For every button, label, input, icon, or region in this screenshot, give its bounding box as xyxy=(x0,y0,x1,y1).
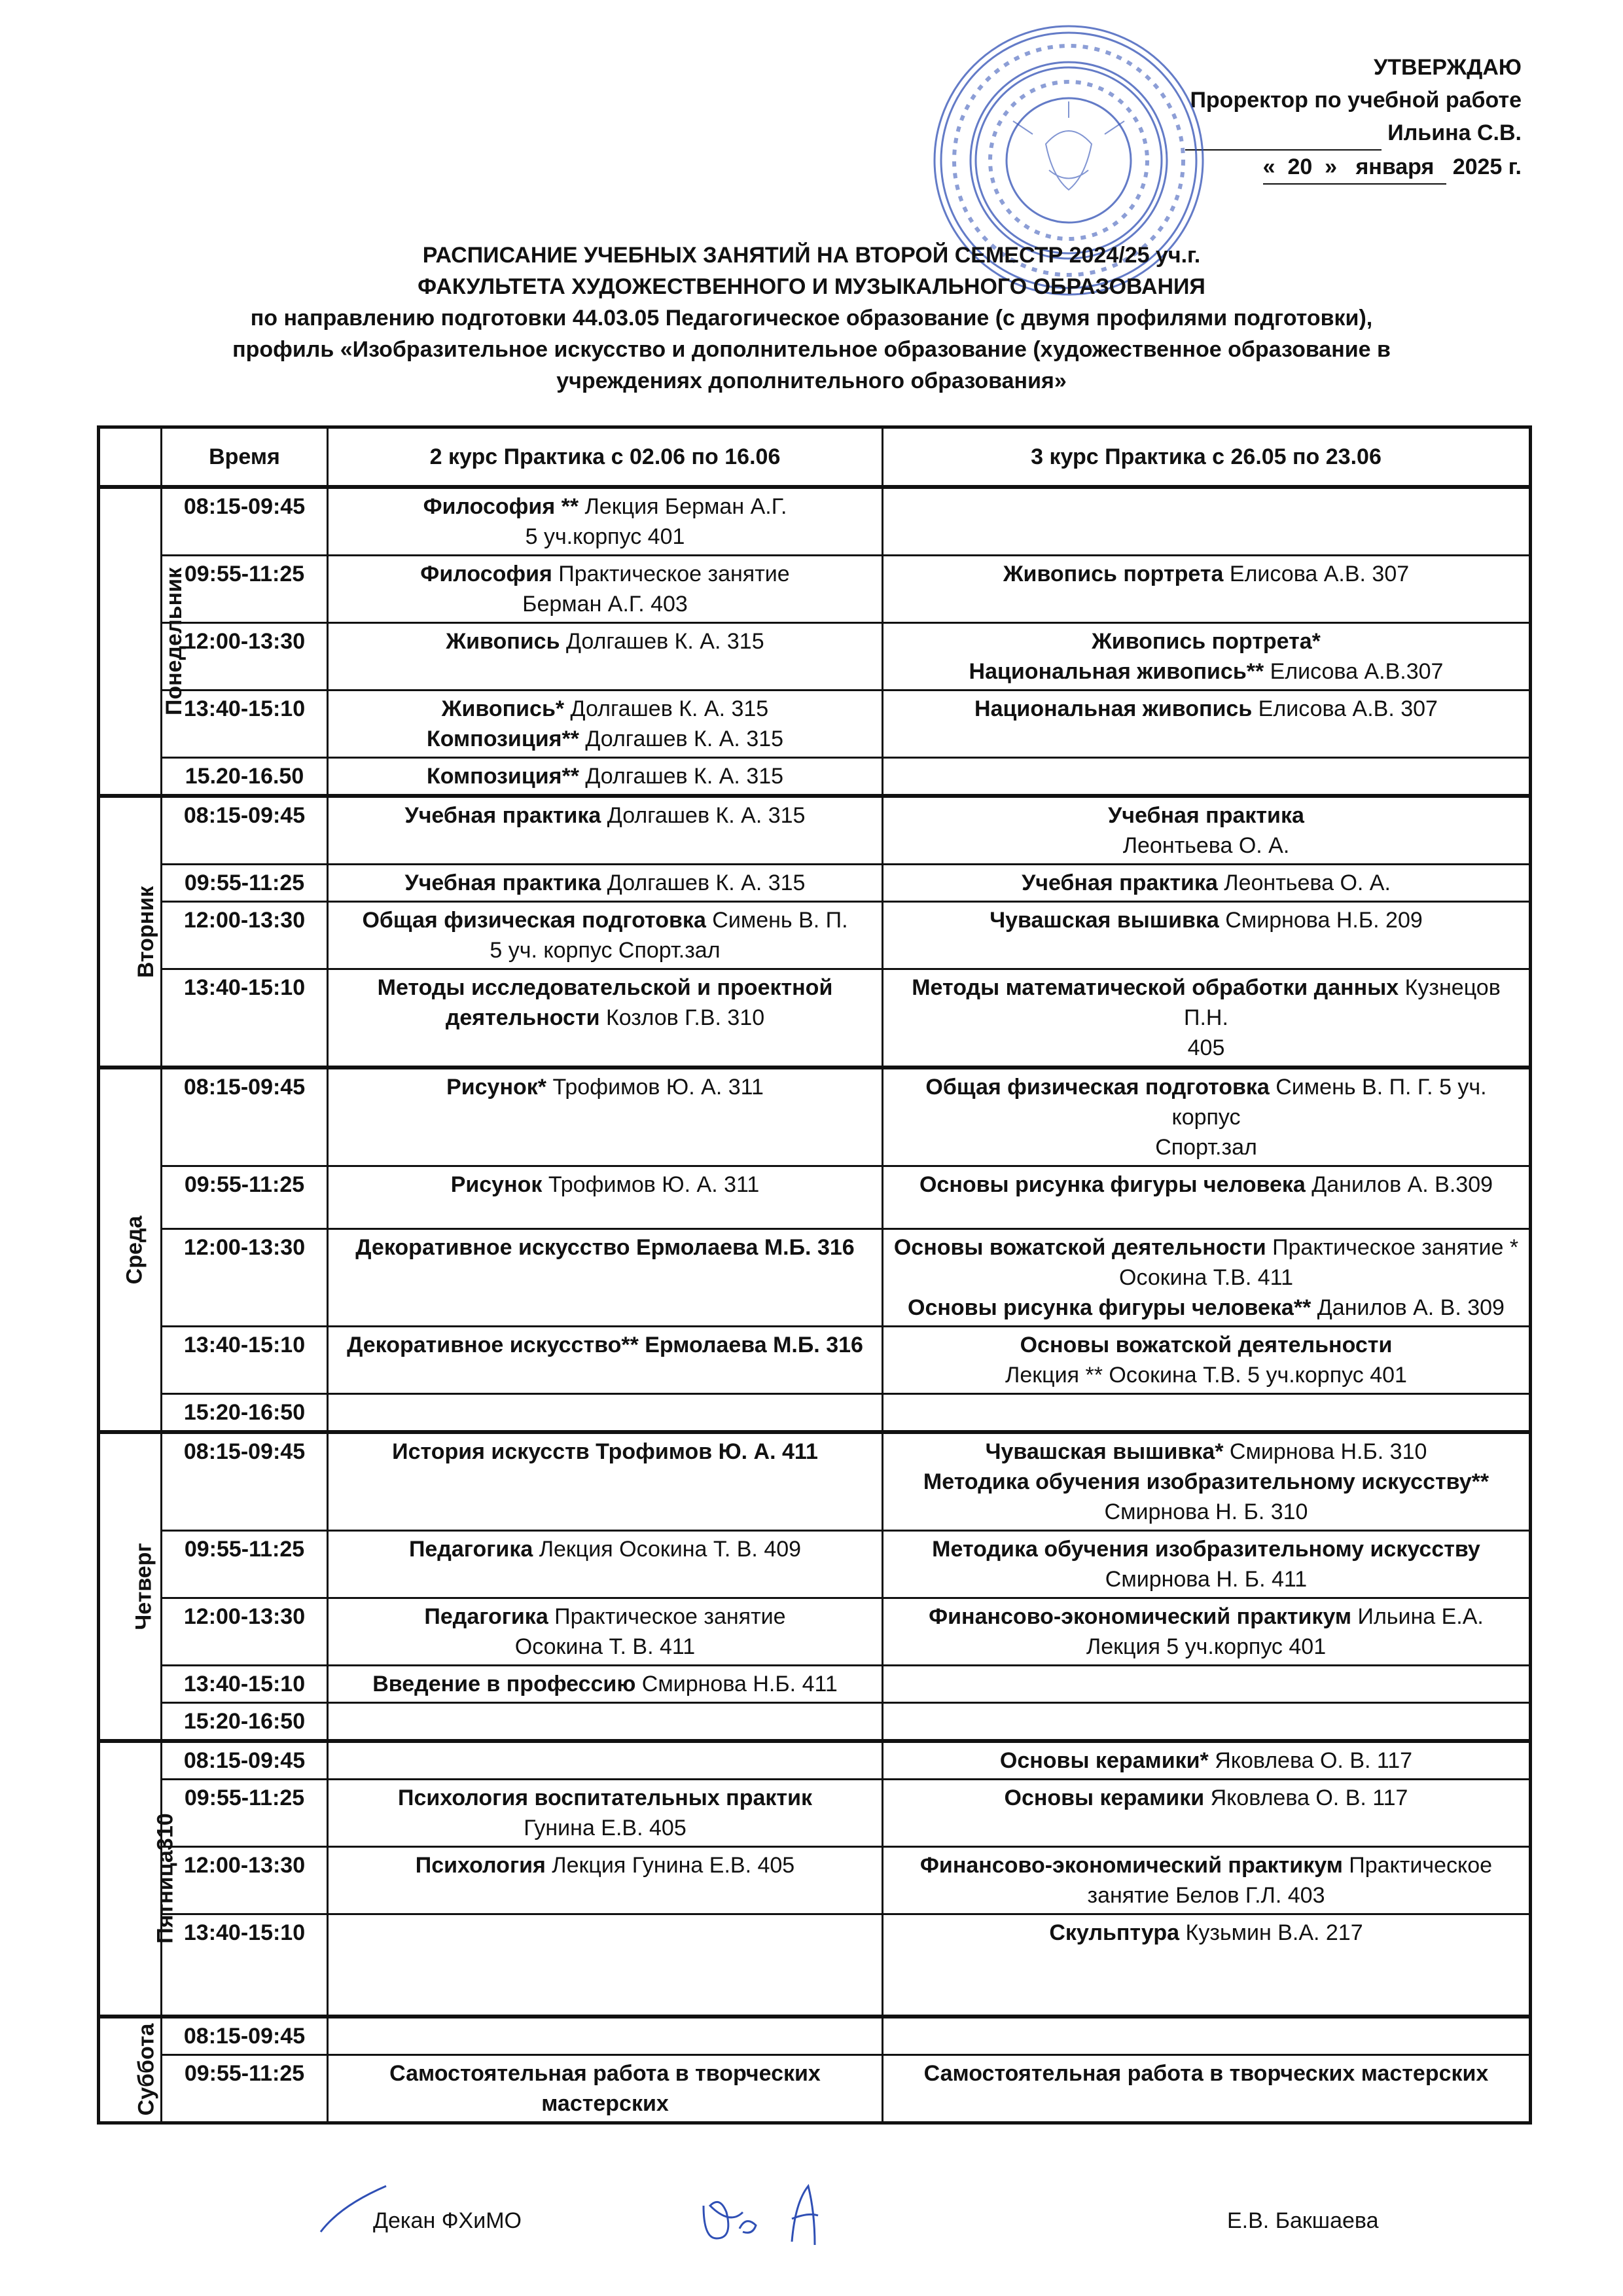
time-cell: 08:15-09:45 xyxy=(162,487,328,556)
subject-name: Композиция** xyxy=(426,726,579,751)
course-2-cell xyxy=(328,1914,883,2017)
course-2-cell xyxy=(328,623,883,691)
time-cell: 13:40-15:10 xyxy=(162,1914,328,2017)
time-cell: 08:15-09:45 xyxy=(162,2017,328,2055)
course-3-cell xyxy=(883,1780,1531,1847)
subject-name: Учебная практика xyxy=(1108,803,1304,828)
class-details: Практическое занятие xyxy=(552,562,790,586)
subject-name: деятельности xyxy=(445,1005,600,1030)
course-3-cell xyxy=(883,1703,1531,1742)
subject-name: Методика обучения изобразительному искусству** xyxy=(923,1469,1489,1494)
course-3-cell xyxy=(883,1741,1531,1780)
course-3-cell xyxy=(883,1229,1531,1327)
time-cell: 13:40-15:10 xyxy=(162,1327,328,1394)
course-2-cell xyxy=(328,1432,883,1531)
time-cell: 09:55-11:25 xyxy=(162,556,328,623)
table-row xyxy=(99,1327,1531,1394)
class-line xyxy=(889,1850,1524,1880)
table-row xyxy=(99,1598,1531,1666)
table-row xyxy=(99,623,1531,691)
subject-name: Основы керамики* xyxy=(999,1748,1209,1773)
class-line xyxy=(889,1602,1524,1632)
subject-name: Введение в профессию xyxy=(372,1672,636,1696)
class-line xyxy=(889,868,1524,898)
class-line xyxy=(334,868,876,898)
subject-name: Национальная живопись xyxy=(974,696,1253,721)
table-row xyxy=(99,1780,1531,1847)
class-line xyxy=(889,1293,1524,1323)
time-cell: 13:40-15:10 xyxy=(162,691,328,758)
day-cell xyxy=(99,796,162,1067)
class-details: Долгашев К. А. 315 xyxy=(560,629,764,654)
class-line xyxy=(334,626,876,656)
table-row xyxy=(99,865,1531,902)
subject-name: Живопись xyxy=(446,629,560,654)
class-details: Данилов А. В. 309 xyxy=(1311,1295,1505,1320)
dean-signature xyxy=(694,2179,844,2251)
class-line xyxy=(889,1534,1524,1564)
class-line xyxy=(889,1360,1524,1390)
class-line xyxy=(889,1467,1524,1497)
class-details: Лекция ** Осокина Т.В. 5 уч.корпус 401 xyxy=(1005,1363,1407,1388)
header-course-3: 3 курс Практика с 26.05 по 23.06 xyxy=(883,427,1531,488)
subject-name: Основы вожатской деятельности xyxy=(893,1235,1266,1260)
course-2-cell xyxy=(328,1166,883,1229)
class-details: Елисова А.В. 307 xyxy=(1252,696,1438,721)
subject-name: Самостоятельная работа в творческих мастерских xyxy=(923,2060,1489,2086)
subject-name: Методы исследовательской и проектной xyxy=(377,975,833,1000)
subject-name: Основы вожатской деятельности xyxy=(1020,1333,1393,1357)
class-line xyxy=(889,1918,1524,1948)
time-cell: 13:40-15:10 xyxy=(162,969,328,1068)
day-name: Вторник xyxy=(134,886,159,978)
time-cell: 09:55-11:25 xyxy=(162,865,328,902)
class-line xyxy=(334,1232,876,1263)
subject-name: Педагогика xyxy=(408,1537,533,1562)
table-row xyxy=(99,796,1531,865)
time-cell: 09:55-11:25 xyxy=(162,1780,328,1847)
class-details: Трофимов Ю. А. 311 xyxy=(542,1172,760,1197)
class-details: Долгашев К. А. 315 xyxy=(601,803,806,828)
course-3-cell xyxy=(883,1394,1531,1433)
subject-name: Финансово-экономический практикум xyxy=(929,1604,1352,1629)
table-row xyxy=(99,556,1531,623)
class-line xyxy=(334,1437,876,1467)
day-cell xyxy=(99,2017,162,2123)
class-line xyxy=(334,1813,876,1843)
course-2-cell xyxy=(328,556,883,623)
title-line-4: профиль «Изобразительное искусство и дополнительное образование (художественное образование в xyxy=(232,337,1391,362)
class-line xyxy=(334,1534,876,1564)
class-details: Яковлева О. В. 117 xyxy=(1204,1785,1408,1810)
class-details: Долгашев К. А. 315 xyxy=(601,870,806,895)
course-3-cell xyxy=(883,556,1531,623)
class-line xyxy=(889,1497,1524,1527)
day-cell xyxy=(99,1067,162,1432)
table-row xyxy=(99,758,1531,797)
table-row xyxy=(99,1432,1531,1531)
class-line xyxy=(334,1783,876,1813)
course-2-cell xyxy=(328,2054,883,2123)
subject-name: Общая физическая подготовка xyxy=(925,1075,1270,1100)
class-line xyxy=(889,1033,1524,1063)
subject-name: Композиция** xyxy=(426,764,579,789)
subject-name: Национальная живопись** xyxy=(969,659,1264,684)
class-details: Практическое занятие * xyxy=(1266,1235,1519,1260)
class-details: Долгашев К. А. 315 xyxy=(564,696,769,721)
course-2-cell xyxy=(328,1067,883,1166)
class-details: Практическое занятие xyxy=(548,1604,786,1629)
table-row xyxy=(99,969,1531,1068)
class-details: Леонтьева О. А. xyxy=(1217,870,1391,895)
subject-name: Общая физическая подготовка xyxy=(362,908,706,933)
course-2-cell xyxy=(328,865,883,902)
class-line xyxy=(334,1330,876,1360)
class-details: 5 уч. корпус Спорт.зал xyxy=(490,938,721,963)
class-details: Ильина Е.А. xyxy=(1351,1604,1484,1629)
class-line xyxy=(334,1170,876,1200)
class-line xyxy=(889,1330,1524,1360)
course-3-cell xyxy=(883,1327,1531,1394)
class-line xyxy=(889,1746,1524,1776)
course-3-cell xyxy=(883,902,1531,969)
class-details: Смирнова Н.Б. 209 xyxy=(1219,908,1423,933)
course-2-cell xyxy=(328,1666,883,1703)
subject-name: Основы рисунка фигуры человека xyxy=(919,1172,1306,1197)
class-line xyxy=(334,973,876,1003)
course-2-cell xyxy=(328,1229,883,1327)
class-line xyxy=(889,1783,1524,1813)
time-cell: 08:15-09:45 xyxy=(162,796,328,865)
class-line xyxy=(889,1170,1524,1200)
subject-name: Методы математической обработки данных xyxy=(912,975,1399,1000)
class-line xyxy=(334,492,876,522)
course-3-cell xyxy=(883,758,1531,797)
class-line xyxy=(334,589,876,619)
time-cell: 12:00-13:30 xyxy=(162,1229,328,1327)
class-details: Лекция Берман А.Г. xyxy=(579,494,787,519)
table-row xyxy=(99,2017,1531,2055)
table-row xyxy=(99,1531,1531,1598)
class-line xyxy=(889,2058,1524,2089)
subject-name: Живопись портрета xyxy=(1003,562,1224,586)
class-line xyxy=(889,1072,1524,1132)
approval-name: Ильина С.В. xyxy=(1387,120,1522,145)
table-row xyxy=(99,487,1531,556)
title-line-3: по направлению подготовки 44.03.05 Педагогическое образование (с двумя профилями подготовки), xyxy=(250,306,1373,331)
subject-name: Философия xyxy=(420,562,552,586)
header-course-2: 2 курс Практика с 02.06 по 16.06 xyxy=(328,427,883,488)
subject-name: Учебная практика xyxy=(1022,870,1218,895)
time-cell: 15.20-16.50 xyxy=(162,758,328,797)
class-line xyxy=(334,800,876,831)
class-details: Симень В. П. Г. 5 уч. корпус xyxy=(1171,1075,1487,1130)
class-details: Осокина Т.В. 411 xyxy=(1119,1265,1293,1290)
course-3-cell xyxy=(883,1666,1531,1703)
class-details: Смирнова Н.Б. 411 xyxy=(635,1672,838,1696)
table-row xyxy=(99,1067,1531,1166)
time-cell: 09:55-11:25 xyxy=(162,2054,328,2123)
dean-title: Декан ФХиМО xyxy=(373,2208,522,2233)
class-details: Гунина Е.В. 405 xyxy=(524,1816,687,1840)
day-cell xyxy=(99,1432,162,1741)
course-2-cell xyxy=(328,2017,883,2055)
course-3-cell xyxy=(883,623,1531,691)
class-line xyxy=(889,694,1524,724)
time-cell: 09:55-11:25 xyxy=(162,1531,328,1598)
course-2-cell xyxy=(328,1741,883,1780)
course-2-cell xyxy=(328,487,883,556)
class-details: 405 xyxy=(1187,1035,1225,1060)
subject-name: Финансово-экономический практикум xyxy=(919,1853,1343,1878)
class-line xyxy=(334,522,876,552)
subject-name: История искусств Трофимов Ю. А. 411 xyxy=(392,1439,818,1464)
subject-name: Декоративное искусство Ермолаева М.Б. 316 xyxy=(355,1235,855,1260)
day-name: Среда xyxy=(122,1215,147,1284)
class-details: Долгашев К. А. 315 xyxy=(579,726,784,751)
course-3-cell xyxy=(883,796,1531,865)
time-cell: 15:20-16:50 xyxy=(162,1703,328,1742)
day-name: Понедельник xyxy=(162,567,187,716)
class-details: Симень В. П. xyxy=(705,908,848,933)
subject-name: Рисунок xyxy=(450,1172,543,1197)
header-time: Время xyxy=(162,427,328,488)
approval-date-day: « 20 » января xyxy=(1263,151,1447,185)
course-3-cell xyxy=(883,1166,1531,1229)
class-line xyxy=(889,559,1524,589)
class-line xyxy=(334,935,876,965)
approval-position: Проректор по учебной работе xyxy=(1190,88,1522,113)
course-2-cell xyxy=(328,1598,883,1666)
class-details: Смирнова Н. Б. 310 xyxy=(1104,1499,1308,1524)
time-cell: 12:00-13:30 xyxy=(162,1598,328,1666)
table-row xyxy=(99,1229,1531,1327)
approval-date-year: 2025 г. xyxy=(1452,154,1522,179)
class-details: Елисова А.В.307 xyxy=(1264,659,1444,684)
time-cell: 12:00-13:30 xyxy=(162,902,328,969)
course-3-cell xyxy=(883,1432,1531,1531)
class-line xyxy=(889,1263,1524,1293)
course-2-cell xyxy=(328,758,883,797)
table-row xyxy=(99,1394,1531,1433)
class-line xyxy=(889,1564,1524,1594)
day-name: Пятница310 xyxy=(152,1813,178,1944)
class-details: Долгашев К. А. 315 xyxy=(579,764,784,789)
class-line xyxy=(334,1632,876,1662)
class-details: Лекция Гунина Е.В. 405 xyxy=(545,1853,795,1878)
subject-name: Живопись портрета* xyxy=(1092,629,1321,654)
course-3-cell xyxy=(883,2017,1531,2055)
class-details: Данилов А. В.309 xyxy=(1305,1172,1493,1197)
subject-name: Чувашская вышивка* xyxy=(985,1439,1224,1464)
subject-name: мастерских xyxy=(541,2090,669,2116)
course-2-cell xyxy=(328,902,883,969)
class-line xyxy=(889,831,1524,861)
course-3-cell xyxy=(883,1914,1531,2017)
class-line xyxy=(334,1669,876,1699)
approval-word: УТВЕРЖДАЮ xyxy=(1374,55,1522,80)
class-line xyxy=(334,2058,876,2089)
class-line xyxy=(889,973,1524,1033)
time-cell: 08:15-09:45 xyxy=(162,1741,328,1780)
day-cell xyxy=(99,487,187,796)
day-name: Четверг xyxy=(131,1543,156,1630)
course-2-cell xyxy=(328,1780,883,1847)
subject-name: Учебная практика xyxy=(404,870,601,895)
day-name: Суббота xyxy=(134,2023,159,2116)
class-line xyxy=(889,656,1524,687)
class-details: Практическое xyxy=(1342,1853,1493,1878)
course-3-cell xyxy=(883,969,1531,1068)
class-details: Лекция 5 уч.корпус 401 xyxy=(1086,1634,1327,1659)
class-line xyxy=(889,1880,1524,1910)
time-cell: 15:20-16:50 xyxy=(162,1394,328,1433)
class-details: Козлов Г.В. 310 xyxy=(599,1005,765,1030)
header-day xyxy=(99,427,162,488)
course-3-cell xyxy=(883,865,1531,902)
class-details: Кузьмин В.А. 217 xyxy=(1179,1920,1363,1945)
course-3-cell xyxy=(883,2054,1531,2123)
subject-name: Основы керамики xyxy=(1004,1785,1205,1810)
course-2-cell xyxy=(328,1703,883,1742)
class-details: Смирнова Н.Б. 310 xyxy=(1223,1439,1427,1464)
table-row xyxy=(99,1666,1531,1703)
title-line-2: ФАКУЛЬТЕТА ХУДОЖЕСТВЕННОГО И МУЗЫКАЛЬНОГО ОБРАЗОВАНИЯ xyxy=(418,274,1205,299)
subject-name: Учебная практика xyxy=(404,803,601,828)
table-row xyxy=(99,1703,1531,1742)
time-cell: 12:00-13:30 xyxy=(162,1847,328,1914)
subject-name: Педагогика xyxy=(424,1604,548,1629)
course-3-cell xyxy=(883,1598,1531,1666)
course-2-cell xyxy=(328,796,883,865)
class-details: Леонтьева О. А. xyxy=(1122,833,1290,858)
course-2-cell xyxy=(328,1394,883,1433)
subject-name: Самостоятельная работа в творческих xyxy=(389,2060,821,2086)
class-line xyxy=(334,724,876,754)
class-line xyxy=(334,1602,876,1632)
table-row xyxy=(99,902,1531,969)
class-line xyxy=(889,1232,1524,1263)
time-cell: 12:00-13:30 xyxy=(162,623,328,691)
subject-name: Рисунок* xyxy=(446,1075,547,1100)
class-line xyxy=(334,1003,876,1033)
class-line xyxy=(889,800,1524,831)
course-2-cell xyxy=(328,969,883,1068)
class-line xyxy=(889,905,1524,935)
table-header-row xyxy=(99,427,1531,488)
subject-name: Декоративное искусство** Ермолаева М.Б. 316 xyxy=(347,1333,863,1357)
course-2-cell xyxy=(328,1847,883,1914)
class-details: Кузнецов П.Н. xyxy=(1184,975,1501,1030)
class-line xyxy=(889,1437,1524,1467)
time-cell: 09:55-11:25 xyxy=(162,1166,328,1229)
class-details: занятие Белов Г.Л. 403 xyxy=(1087,1883,1325,1908)
table-row xyxy=(99,1914,1531,2017)
table-row xyxy=(99,1166,1531,1229)
class-line xyxy=(889,1132,1524,1162)
subject-name: Скульптура xyxy=(1049,1920,1180,1945)
class-line xyxy=(334,761,876,791)
class-line xyxy=(889,1632,1524,1662)
class-details: 5 уч.корпус 401 xyxy=(525,524,685,549)
class-details: Смирнова Н. Б. 411 xyxy=(1105,1567,1308,1592)
dean-name: Е.В. Бакшаева xyxy=(1227,2208,1379,2233)
class-details: Берман А.Г. 403 xyxy=(522,592,688,617)
class-line xyxy=(889,626,1524,656)
subject-name: Методика обучения изобразительному искусству xyxy=(932,1537,1480,1562)
class-line xyxy=(334,2089,876,2119)
time-cell: 08:15-09:45 xyxy=(162,1432,328,1531)
class-details: Елисова А.В. 307 xyxy=(1223,562,1410,586)
subject-name: Психология воспитательных практик xyxy=(398,1785,812,1810)
course-2-cell xyxy=(328,1327,883,1394)
course-2-cell xyxy=(328,1531,883,1598)
course-3-cell xyxy=(883,1067,1531,1166)
day-cell xyxy=(99,1741,178,2017)
schedule-table xyxy=(97,425,1532,2125)
subject-name: Живопись* xyxy=(441,696,565,721)
course-3-cell xyxy=(883,1531,1531,1598)
schedule-body xyxy=(99,487,1531,2123)
subject-name: Основы рисунка фигуры человека** xyxy=(908,1295,1311,1320)
title-line-5: учреждениях дополнительного образования» xyxy=(556,368,1067,393)
class-line xyxy=(334,694,876,724)
time-cell: 08:15-09:45 xyxy=(162,1067,328,1166)
class-details: Спорт.зал xyxy=(1155,1135,1257,1160)
class-details: Лекция Осокина Т. В. 409 xyxy=(533,1537,802,1562)
title-line-1: РАСПИСАНИЕ УЧЕБНЫХ ЗАНЯТИЙ НА ВТОРОЙ СЕМЕСТР 2024/25 уч.г. xyxy=(422,243,1201,268)
subject-name: Психология xyxy=(415,1853,546,1878)
course-2-cell xyxy=(328,691,883,758)
table-row xyxy=(99,691,1531,758)
class-line xyxy=(334,905,876,935)
time-cell: 13:40-15:10 xyxy=(162,1666,328,1703)
subject-name: Философия ** xyxy=(423,494,579,519)
subject-name: Чувашская вышивка xyxy=(990,908,1219,933)
class-line xyxy=(334,1072,876,1102)
class-details: Осокина Т. В. 411 xyxy=(514,1634,696,1659)
class-details: Трофимов Ю. А. 311 xyxy=(546,1075,764,1100)
course-3-cell xyxy=(883,1847,1531,1914)
course-3-cell xyxy=(883,691,1531,758)
course-3-cell xyxy=(883,487,1531,556)
class-line xyxy=(334,559,876,589)
table-row xyxy=(99,1741,1531,1780)
class-line xyxy=(334,1850,876,1880)
table-row xyxy=(99,2054,1531,2123)
table-row xyxy=(99,1847,1531,1914)
document-title xyxy=(196,240,1427,397)
class-details: Яковлева О. В. 117 xyxy=(1208,1748,1413,1773)
